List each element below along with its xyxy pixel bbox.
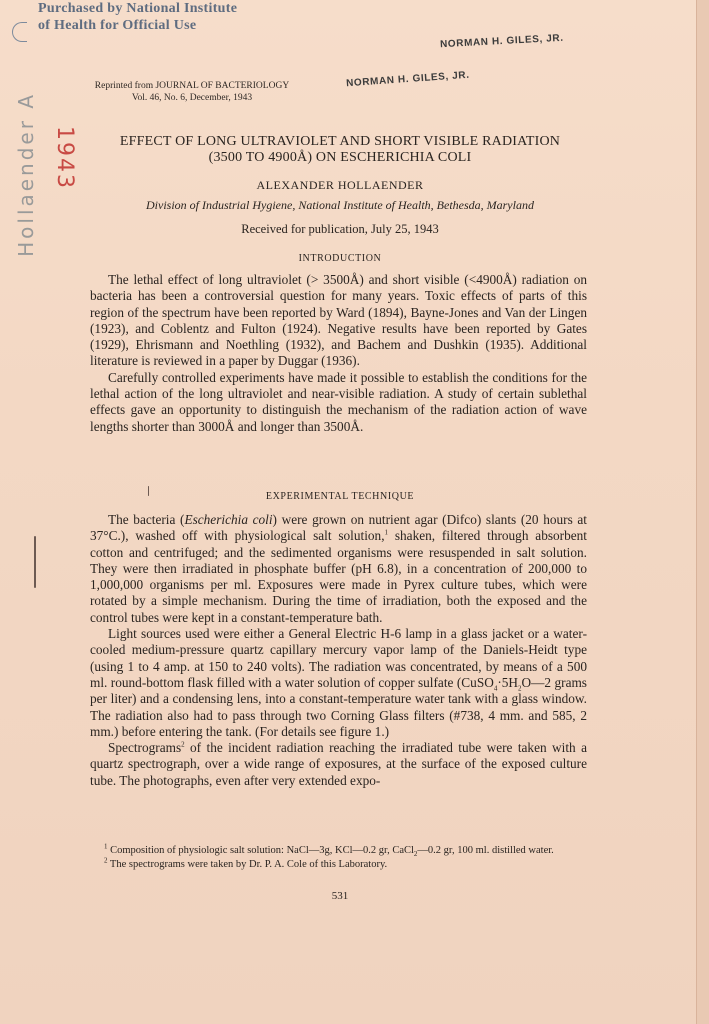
signature-stamp-2: NORMAN H. GILES, JR. <box>345 69 470 90</box>
page-number: 531 <box>331 890 349 902</box>
footnote-1: $^1$ Composition of physiologic salt solution: NaCl—3g, KCl—0.2 gr, CaCl$_2$—0.2 gr, 100 ml. distilled water. <box>104 842 554 859</box>
footnotes <box>90 844 587 871</box>
paragraph: The lethal effect of long ultraviolet (> 3500Å) and short visible (<4900Å) radiation on bacteria has been a controversial question for many years. Toxic effects of parts of this region of the spectrum have been reported by Ward (1894), Bayne-Jones and Van der Lingen (1923), and Coblentz and Fulton (1924). Negative results have been reported by Gates (1929), Ehrismann and Noethling (1932), and Bachem and Dushkin (1935). Additional literature is reviewed in a paper by Duggar (1936). <box>90 272 587 369</box>
reprint-line-2: Vol. 46, No. 6, December, 1943 <box>131 93 253 103</box>
title-line-1: EFFECT OF LONG ULTRAVIOLET AND SHORT VISIBLE RADIATION <box>119 134 561 149</box>
received-date: Received for publication, July 25, 1943 <box>241 222 439 236</box>
reprint-line-1: Reprinted from JOURNAL OF BACTERIOLOGY <box>94 81 290 91</box>
species-name: Escherichia coli <box>184 512 273 527</box>
article-title <box>80 134 600 166</box>
pencil-annotation: Hollaender A <box>14 92 38 257</box>
introduction-body <box>90 272 587 435</box>
library-stamp <box>38 0 237 34</box>
author-name: ALEXANDER HOLLAENDER <box>256 178 424 192</box>
signature-stamp-1: NORMAN H. GILES, JR. <box>439 32 564 51</box>
page-edge <box>696 0 709 1024</box>
paragraph: Carefully controlled experiments have made it possible to establish the conditions for the lethal action of the long ultraviolet and near-visible radiation. A study of certain sublethal effects gave an opportunity to distinguish the mechanism of the radiation action of wave lengths shorter than 3000Å and longer than 3500Å. <box>90 369 587 434</box>
experimental-body <box>90 512 587 789</box>
footnote-2: $^2$ The spectrograms were taken by Dr. P. A. Cole of this Laboratory. <box>104 856 388 870</box>
stamp-line-1: Purchased by National Institute <box>38 1 238 16</box>
stamp-line-2: of Health for Official Use <box>38 18 197 33</box>
reprint-notice <box>92 80 292 104</box>
paragraph: The bacteria (Escherichia coli) were grown on nutrient agar (Difco) slants (20 hours at 37°C.), washed off with physiological salt solution,$^1$ shaken, filtered through absorbent cotton and centrifuged; and the sedimented organisms were resuspended in salt solution. They were then irradiated in phosphate buffer (pH 6.8), in a concentration of 200,000 to 1,000,000 organisms per ml. Exposures were made in Pyrex culture tubes, which were rotated by a simple mechanism. During the time of irradiation, both the exposed and the control tubes were kept in a constant-temperature bath. <box>90 512 587 625</box>
section-heading-introduction: INTRODUCTION <box>298 253 382 264</box>
paragraph: Spectrograms$^2$ of the incident radiation reaching the irradiated tube were taken with a quartz spectrograph, over a wide range of exposures, at the surface of the exposed culture tube. The photographs, even after very extended expo- <box>90 740 587 788</box>
author-affiliation: Division of Industrial Hygiene, National Institute of Health, Bethesda, Maryland <box>146 198 534 212</box>
margin-pencil-mark <box>34 536 36 588</box>
section-heading-experimental: EXPERIMENTAL TECHNIQUE <box>265 491 415 502</box>
stamp-bracket-mark <box>12 22 27 42</box>
footnote-ref: 2 <box>181 740 185 749</box>
paragraph: Light sources used were either a General Electric H-6 lamp in a glass jacket or a water-cooled medium-pressure quartz capillary mercury vapor lamp of the Daniels-Heidt type (using 1 to 4 amp. at 150 to 240 volts). The radiation was concentrated, by means of a 500 ml. round-bottom flask filled with a water solution of copper sulfate ($CuSO_4\cdot 5H_2O—2$ grams per liter) and a condensing lens, into a constant-temperature water tank with a glass window. The radiation also had to pass through two Corning Glass filters (#738, 4 mm. and 585, 2 mm.) before entering the tank. (For details see figure 1.) <box>90 626 587 739</box>
footnote-ref: 1 <box>384 528 389 537</box>
red-year-annotation: 1943 <box>52 126 77 190</box>
title-line-2: (3500 TO 4900Å) ON ESCHERICHIA COLI <box>208 150 472 165</box>
